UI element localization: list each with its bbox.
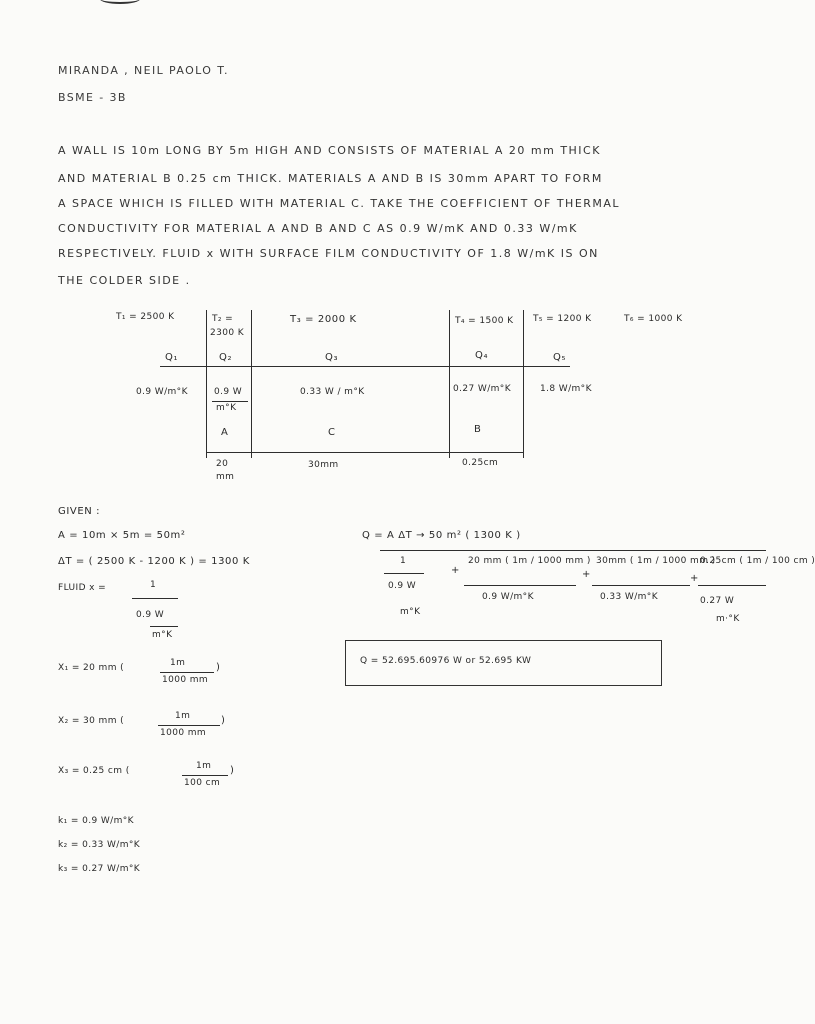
k2-value: k₂ = 0.33 W/m°K xyxy=(58,840,141,850)
dim-a-value: 20 xyxy=(216,459,229,469)
term1-bar xyxy=(384,573,424,574)
plus-1: + xyxy=(451,565,460,576)
x2-bar xyxy=(158,725,220,726)
problem-line-4: CONDUCTIVITY FOR MATERIAL A AND B AND C AS 0.9 W/mK AND 0.33 W/mK xyxy=(58,222,578,235)
fluid-denominator-2: m°K xyxy=(152,630,173,640)
x1-label: X₁ = 20 mm ( xyxy=(58,663,125,673)
fluid-label: FLUID x = xyxy=(58,583,107,593)
main-fraction-bar xyxy=(380,550,766,551)
x3-close-paren: ) xyxy=(230,765,235,776)
given-area: A = 10m × 5m = 50m² xyxy=(58,530,186,541)
heat-q1: Q₁ xyxy=(165,352,179,363)
term2-denominator: 0.9 W/m°K xyxy=(482,592,534,602)
x1-denominator: 1000 mm xyxy=(162,675,209,685)
problem-line-3: A SPACE WHICH IS FILLED WITH MATERIAL C. TAKE THE COEFFICIENT OF THERMAL xyxy=(58,197,621,210)
page-top-mark xyxy=(100,0,140,4)
heat-q4: Q₄ xyxy=(475,350,489,361)
term1-numerator: 1 xyxy=(400,556,407,566)
wall-line-2 xyxy=(251,310,252,458)
given-delta-t: ΔT = ( 2500 K - 1200 K ) = 1300 K xyxy=(58,556,250,567)
term1-den-2: m°K xyxy=(400,607,421,617)
dimension-line xyxy=(206,452,524,453)
term2-bar xyxy=(464,585,576,586)
temp-t1: T₁ = 2500 K xyxy=(116,312,175,322)
term1-den-1: 0.9 W xyxy=(388,581,417,591)
heat-q3: Q₃ xyxy=(325,352,339,363)
wall-line-4 xyxy=(523,310,524,458)
temp-t5: T₅ = 1200 K xyxy=(533,314,592,324)
x3-numerator: 1m xyxy=(196,761,212,771)
k-material-a-den: m°K xyxy=(216,403,237,413)
problem-line-5: RESPECTIVELY. FLUID x WITH SURFACE FILM CONDUCTIVITY OF 1.8 W/mK IS ON xyxy=(58,247,599,260)
student-name: MIRANDA , NEIL PAOLO T. xyxy=(58,64,229,77)
x2-denominator: 1000 mm xyxy=(160,728,207,738)
temp-t3: T₃ = 2000 K xyxy=(290,314,357,325)
dim-c: 30mm xyxy=(308,460,339,470)
student-section: BSME - 3B xyxy=(58,91,127,104)
k-material-b: 0.27 W/m°K xyxy=(453,384,511,394)
answer: Q = 52.695.60976 W or 52.695 KW xyxy=(360,656,532,666)
fluid-sub-bar xyxy=(150,626,178,627)
fluid-denominator-1: 0.9 W xyxy=(136,610,165,620)
temp-t6: T₆ = 1000 K xyxy=(624,314,683,324)
x3-denominator: 100 cm xyxy=(184,778,221,788)
material-b-label: B xyxy=(474,424,482,435)
term2-numerator: 20 mm ( 1m / 1000 mm ) xyxy=(468,556,591,566)
formula: Q = A ΔT → 50 m² ( 1300 K ) xyxy=(362,530,521,541)
dim-a-unit: mm xyxy=(216,472,235,482)
problem-line-2: AND MATERIAL B 0.25 cm THICK. MATERIALS A AND B IS 30mm APART TO FORM xyxy=(58,172,603,185)
term4-bar xyxy=(698,585,766,586)
heat-flow-line xyxy=(160,366,570,367)
x1-numerator: 1m xyxy=(170,658,186,668)
k-fluid-left: 0.9 W/m°K xyxy=(136,387,188,397)
temp-t2: T₂ = xyxy=(212,314,234,324)
k-material-c: 0.33 W / m°K xyxy=(300,387,365,397)
term4-numerator: 0.25cm ( 1m / 100 cm ) xyxy=(700,556,815,566)
x1-bar xyxy=(160,672,214,673)
x3-bar xyxy=(182,775,228,776)
fluid-fraction-bar xyxy=(132,598,178,599)
x1-close-paren: ) xyxy=(216,662,221,673)
term4-den-1: 0.27 W xyxy=(700,596,735,606)
material-c-label: C xyxy=(328,427,336,438)
term4-den-2: m·°K xyxy=(716,614,740,624)
term3-numerator: 30mm ( 1m / 1000 mm ) xyxy=(596,556,716,566)
x2-close-paren: ) xyxy=(221,715,226,726)
plus-3: + xyxy=(690,573,699,584)
k3-value: k₃ = 0.27 W/m°K xyxy=(58,864,141,874)
wall-line-3 xyxy=(449,310,450,458)
given-heading: GIVEN : xyxy=(58,506,101,517)
problem-line-6: THE COLDER SIDE . xyxy=(58,274,191,287)
material-a-label: A xyxy=(221,427,229,438)
x2-label: X₂ = 30 mm ( xyxy=(58,716,125,726)
k-material-a-num: 0.9 W xyxy=(214,387,243,397)
temp-t2-value: 2300 K xyxy=(210,328,245,338)
k-fluid-right: 1.8 W/m°K xyxy=(540,384,592,394)
term3-bar xyxy=(592,585,690,586)
heat-q2: Q₂ xyxy=(219,352,233,363)
x2-numerator: 1m xyxy=(175,711,191,721)
temp-t4: T₄ = 1500 K xyxy=(455,316,514,326)
k1-value: k₁ = 0.9 W/m°K xyxy=(58,816,134,826)
wall-line-1 xyxy=(206,310,207,458)
fluid-numerator: 1 xyxy=(150,580,157,590)
term3-denominator: 0.33 W/m°K xyxy=(600,592,658,602)
plus-2: + xyxy=(582,569,591,580)
x3-label: X₃ = 0.25 cm ( xyxy=(58,766,130,776)
ka-fraction-bar xyxy=(212,401,248,402)
problem-line-1: A WALL IS 10m LONG BY 5m HIGH AND CONSISTS OF MATERIAL A 20 mm THICK xyxy=(58,144,601,157)
dim-b: 0.25cm xyxy=(462,458,499,468)
heat-q5: Q₅ xyxy=(553,352,567,363)
